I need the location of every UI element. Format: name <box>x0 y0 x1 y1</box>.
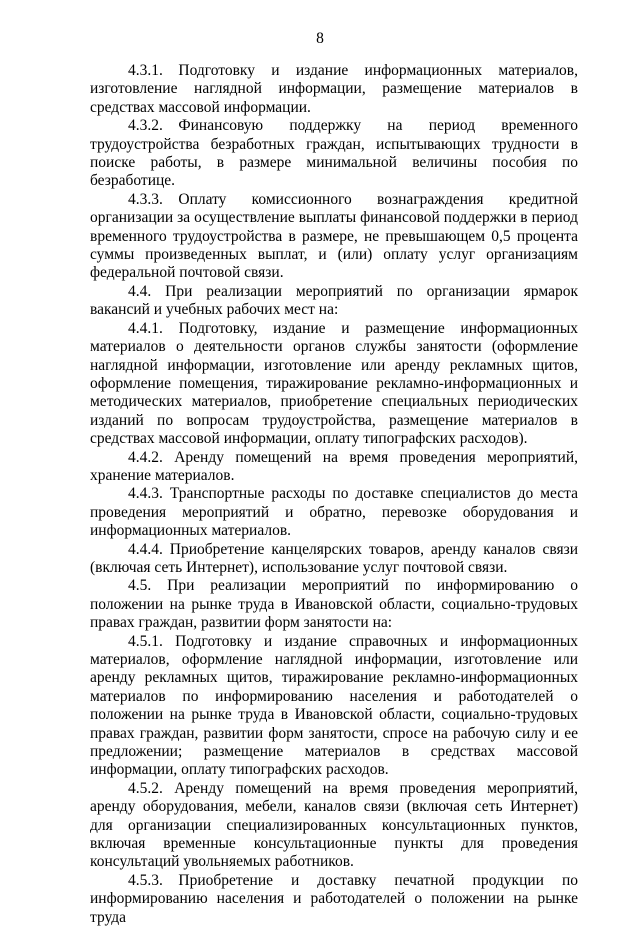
paragraph-4-4-2: 4.4.2. Аренду помещений на время проведения мероприятий, хранение материалов. <box>90 448 578 484</box>
paragraph-4-3-2: 4.3.2. Финансовую поддержку на период временного трудоустройства безработных граждан, испытывающих трудности в поиске работы, в размере минимальной величины пособия по безработице. <box>90 117 578 190</box>
paragraph-4-5-1: 4.5.1. Подготовку и издание справочных и информационных материалов, оформление наглядной информации, изготовление или аренду рекламных щитов, тиражирование рекламно-информационных материалов по информированию населения и работодателей о положении на рынке труда в Ивановской области, социально-трудовых правах граждан, развитии форм занятости, спросе на рабочую силу и ее предложении; размещение материалов в средствах массовой информации, оплату типографских расходов. <box>90 632 578 779</box>
document-body <box>90 62 578 927</box>
paragraph-4-4: 4.4. При реализации мероприятий по организации ярмарок вакансий и учебных рабочих мест на: <box>90 282 578 319</box>
paragraph-4-4-4: 4.4.4. Приобретение канцелярских товаров, аренду каналов связи (включая сеть Интернет), использование услуг почтовой связи. <box>90 540 578 576</box>
paragraph-4-5-2: 4.5.2. Аренду помещений на время проведения мероприятий, аренду оборудования, мебели, каналов связи (включая сеть Интернет) для организации специализированных консультационных пунктов, включая временные консультационные пункты для проведения консультаций увольняемых работников. <box>90 779 578 871</box>
paragraph-4-3-1: 4.3.1. Подготовку и издание информационных материалов, изготовление наглядной информации, размещение материалов в средствах массовой информации. <box>90 62 578 116</box>
paragraph-4-5: 4.5. При реализации мероприятий по информированию о положении на рынке труда в Ивановской области, социально-трудовых правах граждан, развитии форм занятости на: <box>90 577 578 632</box>
paragraph-4-3-3: 4.3.3. Оплату комиссионного вознаграждения кредитной организации за осуществление выплаты финансовой поддержки в период временного трудоустройства в размере, не превышающем 0,5 процента суммы произведенных выплат, и (или) оплату услуг организациям федеральной почтовой связи. <box>90 190 578 282</box>
paragraph-4-5-3: 4.5.3. Приобретение и доставку печатной продукции по информированию населения и работодателей о положении на рынке труда <box>90 871 578 926</box>
paragraph-4-4-3: 4.4.3. Транспортные расходы по доставке специалистов до места проведения мероприятий и обратно, перевозке оборудования и информационных материалов. <box>90 485 578 540</box>
paragraph-4-4-1: 4.4.1. Подготовку, издание и размещение информационных материалов о деятельности органов службы занятости (оформление наглядной информации, изготовление или аренду рекламных щитов, оформление помещения, тиражирование рекламно-информационных и методических материалов, приобретение специальных периодических изданий по вопросам трудоустройства, размещение материалов в средствах массовой информации, оплату типографских расходов). <box>90 319 578 448</box>
page-number: 8 <box>316 30 324 47</box>
